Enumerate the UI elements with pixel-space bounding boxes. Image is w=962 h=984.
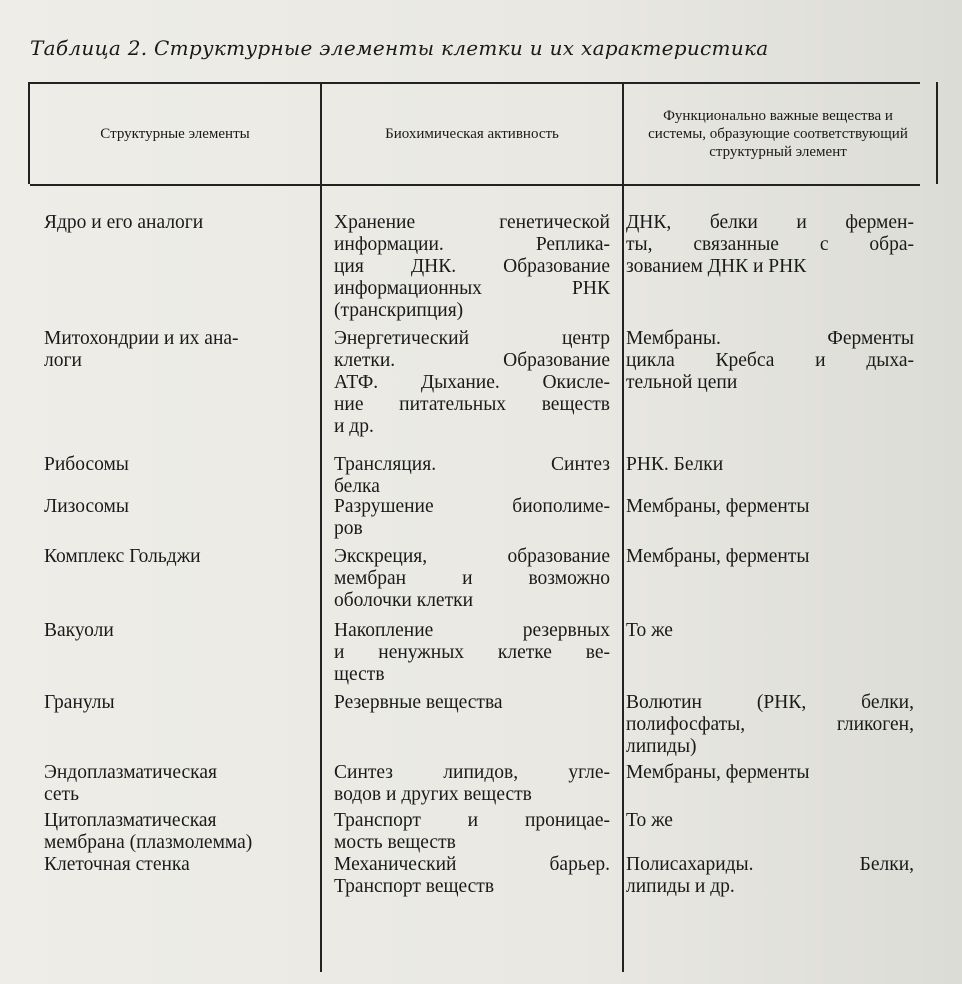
row-element-name bbox=[44, 620, 310, 642]
row-element-name bbox=[44, 496, 310, 518]
cell-line: липиды) bbox=[626, 736, 697, 757]
table-caption: Таблица 2. Структурные элементы клетки и их характеристика bbox=[30, 36, 769, 60]
row-element-name bbox=[44, 454, 310, 476]
cell-line: Накопление резервных bbox=[334, 620, 610, 641]
row-activity bbox=[334, 546, 610, 612]
cell-line: АТФ. Дыхание. Окисле- bbox=[334, 372, 610, 393]
column-divider-1 bbox=[320, 82, 322, 972]
cell-line: мость веществ bbox=[334, 832, 456, 853]
row-activity bbox=[334, 692, 610, 714]
cell-line: водов и других веществ bbox=[334, 784, 532, 805]
cell-line: Транспорт и проницае- bbox=[334, 810, 610, 831]
header-right-border bbox=[936, 82, 938, 184]
row-activity bbox=[334, 212, 610, 322]
cell-line: сеть bbox=[44, 784, 79, 805]
row-element-name bbox=[44, 762, 310, 806]
row-element-name bbox=[44, 854, 310, 876]
cell-line: РНК. Белки bbox=[626, 454, 724, 475]
cell-line: Полисахариды. Белки, bbox=[626, 854, 914, 875]
cell-line: и ненужных клетке ве- bbox=[334, 642, 610, 663]
row-element-name bbox=[44, 810, 310, 854]
cell-line: информации. Реплика- bbox=[334, 234, 610, 255]
row-activity bbox=[334, 854, 610, 898]
cell-line: тельной цепи bbox=[626, 372, 738, 393]
cell-line: Гранулы bbox=[44, 692, 115, 713]
cell-line: Рибосомы bbox=[44, 454, 129, 475]
cell-line: ние питательных веществ bbox=[334, 394, 610, 415]
cell-line: Экскреция, образование bbox=[334, 546, 610, 567]
row-activity bbox=[334, 454, 610, 498]
row-element-name bbox=[44, 692, 310, 714]
cell-line: ров bbox=[334, 518, 363, 539]
cell-line: Трансляция. Синтез bbox=[334, 454, 610, 475]
header-functional-substances: Функционально важные вещества и системы, образующие соответствующий структурный элемент bbox=[648, 108, 908, 160]
cell-line: Транспорт веществ bbox=[334, 876, 495, 897]
cell-line: Ядро и его аналоги bbox=[44, 212, 204, 233]
cell-line: информационных РНК bbox=[334, 278, 610, 299]
cell-line: ДНК, белки и фермен- bbox=[626, 212, 914, 233]
cell-line: логи bbox=[44, 350, 82, 371]
cell-line: и др. bbox=[334, 416, 374, 437]
row-activity bbox=[334, 328, 610, 438]
row-activity bbox=[334, 496, 610, 540]
cell-line: Энергетический центр bbox=[334, 328, 610, 349]
row-substances bbox=[626, 496, 914, 518]
cell-line: Клеточная стенка bbox=[44, 854, 190, 875]
row-substances bbox=[626, 212, 914, 278]
cell-line: Цитоплазматическая bbox=[44, 810, 217, 831]
cell-structure-table bbox=[30, 82, 920, 972]
cell-line: Мембраны, ферменты bbox=[626, 762, 810, 783]
cell-line: Мембраны. Ферменты bbox=[626, 328, 914, 349]
cell-line: Комплекс Гольджи bbox=[44, 546, 201, 567]
row-activity bbox=[334, 762, 610, 806]
cell-line: оболочки клетки bbox=[334, 590, 474, 611]
row-activity bbox=[334, 620, 610, 686]
row-substances bbox=[626, 620, 914, 642]
row-substances bbox=[626, 810, 914, 832]
cell-line: ты, связанные с обра- bbox=[626, 234, 914, 255]
cell-line: мембрана (плазмолемма) bbox=[44, 832, 253, 853]
cell-line: Хранение генетической bbox=[334, 212, 610, 233]
row-substances bbox=[626, 328, 914, 394]
cell-line: Механический барьер. bbox=[334, 854, 610, 875]
row-substances bbox=[626, 454, 914, 476]
cell-line: клетки. Образование bbox=[334, 350, 610, 371]
cell-line: Синтез липидов, угле- bbox=[334, 762, 610, 783]
cell-line: (транскрипция) bbox=[334, 300, 464, 321]
cell-line: зованием ДНК и РНК bbox=[626, 256, 807, 277]
cell-line: Резервные вещества bbox=[334, 692, 503, 713]
cell-line: Разрушение биополиме- bbox=[334, 496, 610, 517]
row-substances bbox=[626, 854, 914, 898]
header-biochemical-activity: Биохимическая активность bbox=[385, 126, 559, 142]
row-activity bbox=[334, 810, 610, 854]
cell-line: цикла Кребса и дыха- bbox=[626, 350, 914, 371]
row-substances bbox=[626, 692, 914, 758]
row-element-name bbox=[44, 212, 310, 234]
cell-line: Митохондрии и их ана- bbox=[44, 328, 239, 349]
cell-line: липиды и др. bbox=[626, 876, 735, 897]
cell-line: белка bbox=[334, 476, 380, 497]
cell-line: Эндоплазматическая bbox=[44, 762, 217, 783]
row-substances bbox=[626, 762, 914, 784]
cell-line: ция ДНК. Образование bbox=[334, 256, 610, 277]
cell-line: мембран и возможно bbox=[334, 568, 610, 589]
cell-line: Мембраны, ферменты bbox=[626, 496, 810, 517]
cell-line: То же bbox=[626, 810, 673, 831]
header-structural-elements: Структурные элементы bbox=[100, 126, 250, 142]
cell-line: Вакуоли bbox=[44, 620, 114, 641]
row-element-name bbox=[44, 328, 310, 372]
cell-line: полифосфаты, гликоген, bbox=[626, 714, 914, 735]
cell-line: Лизосомы bbox=[44, 496, 129, 517]
cell-line: То же bbox=[626, 620, 673, 641]
row-element-name bbox=[44, 546, 310, 568]
cell-line: ществ bbox=[334, 664, 385, 685]
cell-line: Волютин (РНК, белки, bbox=[626, 692, 914, 713]
column-divider-2 bbox=[622, 82, 624, 972]
cell-line: Мембраны, ферменты bbox=[626, 546, 810, 567]
row-substances bbox=[626, 546, 914, 568]
